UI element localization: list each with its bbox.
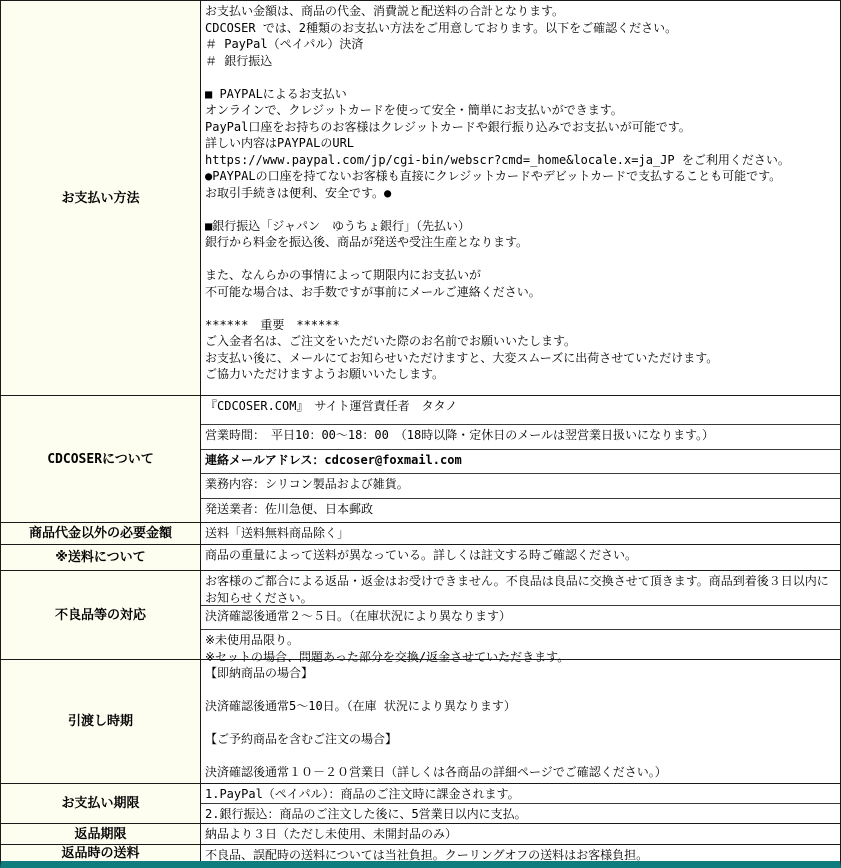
row-header-return-deadline: 返品期限 [1, 824, 201, 844]
defective-policy-text: お客様のご都合による返品・返金はお受けできません。不良品は良品に交換させて頂きます。商品到着後３日以内にお知らせください。 [205, 574, 829, 605]
shipping-note-content [201, 545, 840, 570]
row-delivery-time [1, 659, 840, 783]
defective-items-content [201, 571, 840, 664]
row-header-payment-method: お支払い方法 [1, 1, 201, 395]
row-defective-items [1, 570, 840, 664]
row-header-payment-deadline: お支払い期限 [1, 784, 201, 823]
return-shipping-content [201, 845, 840, 861]
shipping-carrier-line: 発送業者：佐川急便、日本郵政 [201, 498, 840, 523]
delivery-time-content [201, 660, 840, 783]
extra-fees-content [201, 523, 840, 544]
payment-method-text: お支払い金額は、商品の代金、消費説と配送料の合計となります。 CDCOSER では、2種類のお支払い方法をご用意しております。以下をご確認ください。 ＃ PayPal（ペイパル）決済 ＃ 銀行振込 ■ PAYPALによるお支払い オンラインで、クレジットカードを使って安全・簡単にお支払いができます。 PayPal口座をお持ちのお客様はクレジットカードや銀行振り込みでお支払いが可能です。 詳しい内容はPAYPALのURL https://www.paypal.com/jp/cgi-bin/webscr?cmd=_home&locale.x=ja_JP をご利用ください。 ●PAYPALの口座を持てないお客様も直接にクレジットカードやデビットカードで支払することも可能です。 お取引手続きは便利、安全です。● ■銀行振込「ジャパン ゆうちょ銀行」（先払い） 銀行から料金を振込後、商品が発送や受注生産となります。 また、なんらかの事情によって期限内にお支払いが 不可能な場合は、お手数ですが事前にメールご連絡ください。 ****** 重要 ****** ご入金者名は、ご注文をいただいた際のお名前でお願いいたします。 お支払い後に、メールにてお知らせいただけますと、大変スムーズに出荷させていただけます。 ご協力いただけますようお願いいたします。 [205, 4, 790, 381]
row-header-extra-fees: 商品代金以外の必要金額 [1, 523, 201, 544]
site-operator-line: 『CDCOSER.COM』 サイト運営責任者 タタノ [205, 399, 458, 413]
row-header-return-shipping: 返品時の送料 [1, 845, 201, 861]
business-description-line: 業務内容：シリコン製品および雑貨。 [201, 473, 840, 498]
return-deadline-text: 納品より３日（ただし未使用、未開封品のみ） [205, 827, 458, 841]
paypal-deadline-text: 1.PayPal（ペイパル）：商品のご注文時に課金されます。 [205, 787, 520, 802]
row-header-defective-items: 不良品等の対応 [1, 571, 201, 659]
defective-processing-time-text: 決済確認後通常２～５日。（在庫状況により異なります） [201, 605, 840, 629]
bank-transfer-deadline-text: 2.銀行振込：商品のご注文した後に、5営業日以内に支払。 [201, 803, 840, 823]
row-return-deadline [1, 823, 840, 844]
row-header-about-cdcoser: CDCOSERについて [1, 396, 201, 522]
delivery-time-text: 【即納商品の場合】 決済確認後通常5～10日。（在庫 状況により異なります） 【ご予約商品を含むご注文の場合】 決済確認後通常１０－２０営業日（詳しくは各商品の詳細ページでご確認ください。） [205, 666, 667, 780]
row-payment-deadline [1, 783, 840, 823]
return-deadline-content [201, 824, 840, 844]
shipping-note-text: 商品の重量によって送料が異なっている。詳しくは註文する時ご確認ください。 [205, 548, 638, 562]
row-header-shipping-note: ※送料について [1, 545, 201, 570]
row-about-cdcoser [1, 395, 840, 522]
return-shipping-text: 不良品、誤配時の送料については当社負担。クーリングオフの送料はお客様負担。 [205, 848, 649, 862]
about-cdcoser-content [201, 396, 840, 522]
row-extra-fees [1, 522, 840, 544]
contact-email-line: 連絡メールアドレス：cdcoser@foxmail.com [201, 449, 840, 474]
row-payment-method [1, 1, 840, 395]
extra-fees-text: 送料「送料無料商品除く」 [205, 526, 350, 540]
payment-deadline-content [201, 784, 840, 823]
defective-conditions-text: ※未使用品限り。 ※セットの場合、問題あった部分を交換/返金させていただきます。 [201, 629, 840, 659]
business-hours-line: 営業時間： 平日10：00～18：00 （18時以降・定休日のメールは翌営業日扱いになります。） [201, 424, 840, 449]
row-shipping-note [1, 544, 840, 570]
payment-method-content [201, 1, 840, 395]
row-return-shipping [1, 844, 840, 861]
row-header-delivery-time: 引渡し時期 [1, 660, 201, 783]
